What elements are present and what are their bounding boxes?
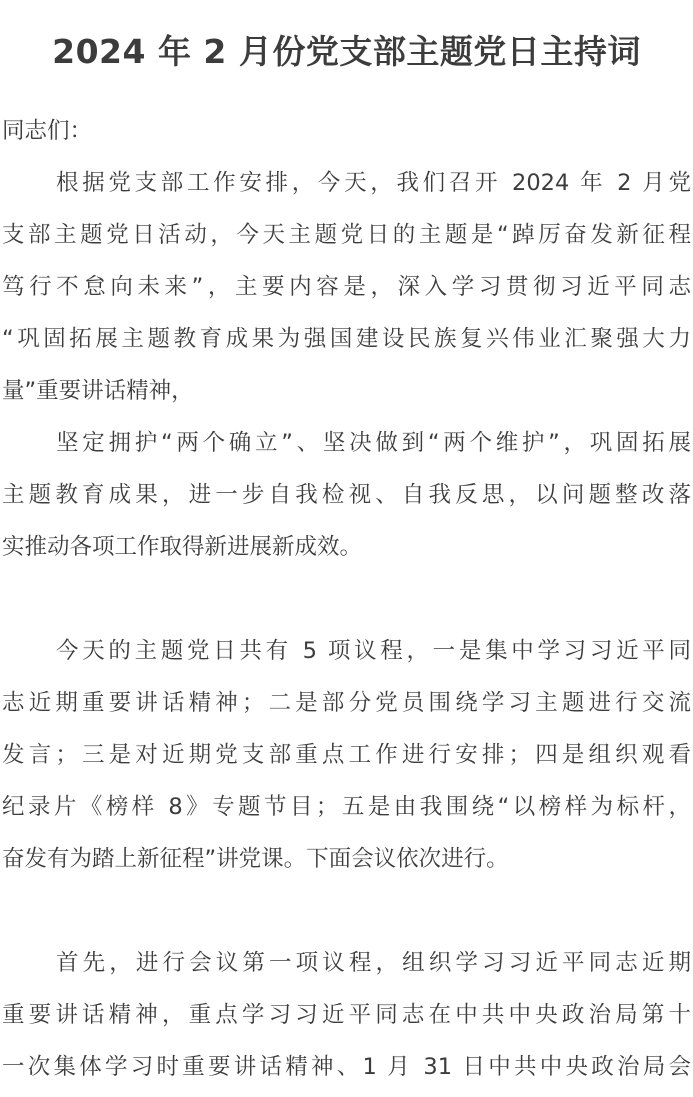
document-title: 2024 年 2 月份党支部主题党日主持词	[52, 32, 641, 71]
paragraph-1-line-5: 量”重要讲话精神，	[2, 378, 194, 404]
paragraph-3-line-4: 纪录片《榜样 8》专题节目；五是由我围绕“以榜样为标杆，	[2, 794, 691, 820]
paragraph-3-line-1: 今天的主题党日共有 5 项议程，一是集中学习习近平同	[56, 638, 691, 664]
paragraph-2-line-1: 坚定拥护“两个确立”、坚决做到“两个维护”，巩固拓展	[56, 430, 691, 456]
paragraph-2-line-3: 实推动各项工作取得新进展新成效。	[2, 534, 363, 560]
paragraph-4-line-3: 一次集体学习时重要讲话精神、1 月 31 日中共中央政治局会	[2, 1054, 691, 1080]
paragraph-3-line-2: 志近期重要讲话精神；二是部分党员围绕学习主题进行交流	[2, 690, 691, 716]
paragraph-2-line-2: 主题教育成果，进一步自我检视、自我反思，以问题整改落	[2, 482, 691, 508]
paragraph-4-line-2: 重要讲话精神，重点学习习近平同志在中共中央政治局第十	[2, 1002, 691, 1028]
paragraph-3-line-3: 发言；三是对近期党支部重点工作进行安排；四是组织观看	[2, 742, 691, 768]
paragraph-4-line-1: 首先，进行会议第一项议程，组织学习习近平同志近期	[56, 950, 691, 976]
paragraph-1-line-3: 笃行不怠向未来”，主要内容是，深入学习贯彻习近平同志	[2, 274, 691, 300]
paragraph-1-line-4: “巩固拓展主题教育成果为强国建设民族复兴伟业汇聚强大力	[2, 326, 691, 352]
salutation: 同志们：	[2, 118, 93, 144]
paragraph-1-line-2: 支部主题党日活动，今天主题党日的主题是“踔厉奋发新征程	[2, 222, 691, 248]
paragraph-3-line-5: 奋发有为踏上新征程”讲党课。下面会议依次进行。	[2, 846, 509, 872]
paragraph-1-line-1: 根据党支部工作安排，今天，我们召开 2024 年 2 月党	[56, 170, 691, 196]
